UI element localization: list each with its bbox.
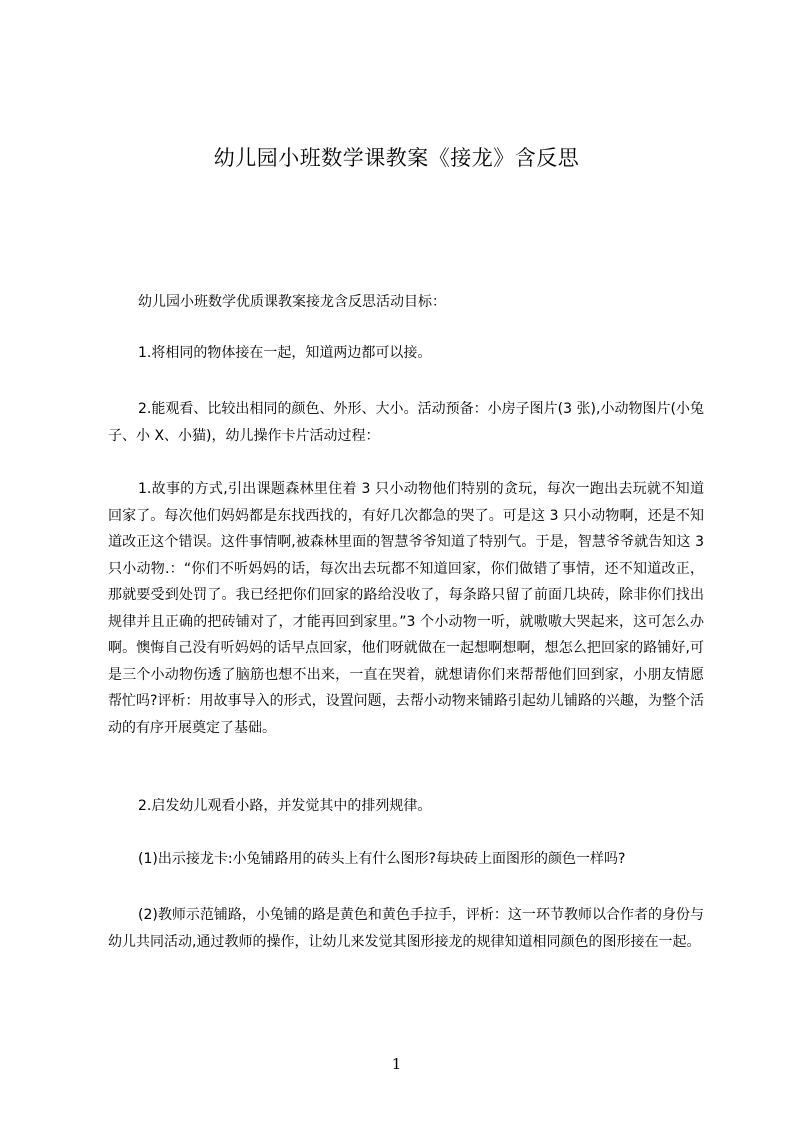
paragraph-goal-2-preparation: 2.能观看、比较出相同的颜色、外形、大小。活动预备：小房子图片(3 张),小动物图片(小兔子、小 X、小猫)，幼儿操作卡片活动过程： xyxy=(108,401,704,444)
paragraph-activity-goals: 幼儿园小班数学优质课教案接龙含反思活动目标： xyxy=(138,294,446,310)
paragraph-step-2-1: (1)出示接龙卡:小兔铺路用的砖头上有什么图形?每块砖上面图形的颜色一样吗? xyxy=(138,851,626,867)
paragraph-goal-1: 1.将相同的物体接在一起，知道两边都可以接。 xyxy=(138,345,432,361)
page-number: 1 xyxy=(391,1055,402,1073)
paragraph-step-2-2: (2)教师示范铺路，小兔铺的路是黄色和黄色手拉手，评析：这一环节教师以合作者的身份与幼儿共同活动,通过教师的操作，让幼儿来发觉其图形接龙的规律知道相同颜色的图形接在一起。 xyxy=(108,907,704,950)
document-title: 幼儿园小班数学课教案《接龙》含反思 xyxy=(213,146,580,170)
paragraph-step-2: 2.启发幼儿观看小路，并发觉其中的排列规律。 xyxy=(138,798,432,814)
paragraph-story-intro: 1.故事的方式,引出课题森林里住着 3 只小动物他们特别的贪玩，每次一跑出去玩就不知道回家了。每次他们妈妈都是东找西找的，有好几次都急的哭了。可是这 3 只小动物啊，还是不知道改正这个错误。这件事情啊,被森林里面的智慧爷爷知道了特别气。于是，智慧爷爷就告知这 3 只小动物.：“你们不听妈妈的话，每次出去玩都不知道回家，你们做错了事情，还不知道改正，那就要受到处罚了。我已经把你们回家的路给没收了，每条路只留了前面几块砖，除非你们找出规律并且正确的把砖铺对了，才能再回到家里。”3 个小动物一听，就嗷嗷大哭起来，这可怎么办啊。懊悔自己没有听妈妈的话早点回家，他们呀就做在一起想啊想啊，想怎么把回家的路铺好,可是三个小动物伤透了脑筋也想不出来，一直在哭着，就想请你们来帮帮他们回到家，小朋友情愿帮忙吗?评析：用故事导入的形式，设置问题，去帮小动物来铺路引起幼儿铺路的兴趣，为整个活动的有序开展奠定了基础。 xyxy=(108,481,704,736)
